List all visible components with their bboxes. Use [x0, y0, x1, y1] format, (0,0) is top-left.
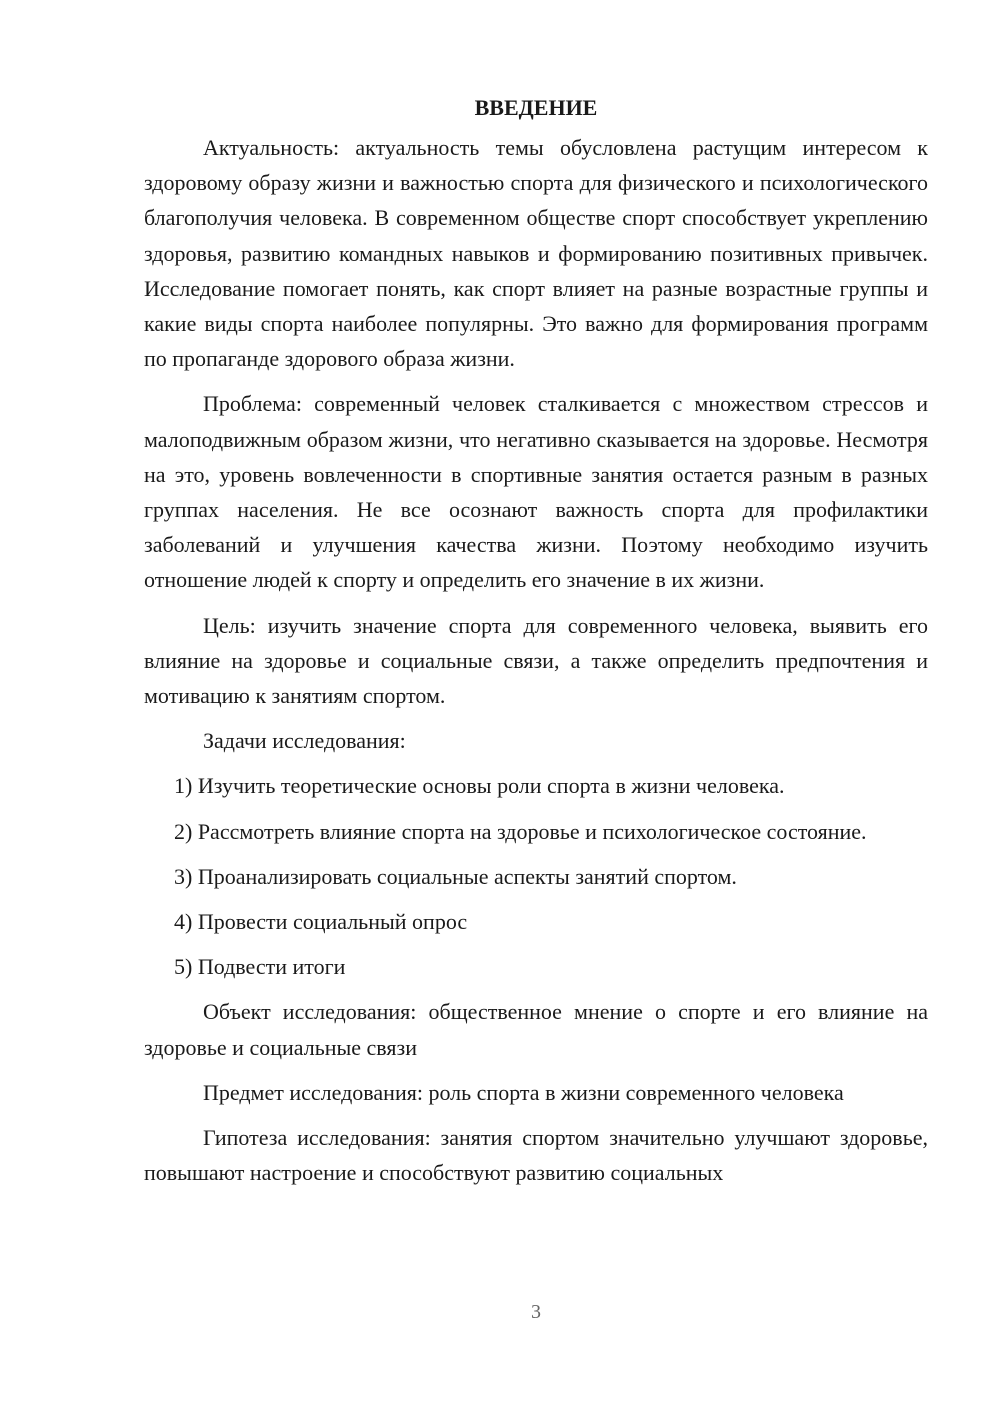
relevance-paragraph: Актуальность: актуальность темы обусловлена растущим интересом к здоровому образу жизни и важностью спорта для физического и психологического благополучия человека. В современном обществе спорт способствует укреплению здоровья, развитию командных навыков и формированию позитивных привычек. Исследование помогает понять, как спорт влияет на разные возрастные группы и какие виды спорта наиболее популярны. Это важно для формирования программ по пропаганде здорового образа жизни. — [144, 135, 928, 372]
subject-paragraph: Предмет исследования: роль спорта в жизни современного человека — [203, 1079, 844, 1105]
problem-paragraph: Проблема: современный человек сталкивается с множеством стрессов и малоподвижным образом жизни, что негативно сказывается на здоровье. Несмотря на это, уровень вовлеченности в спортивные занятия остается разным в разных группах населения. Не все осознают важность спорта для профилактики заболеваний и улучшения качества жизни. Поэтому необходимо изучить отношение людей к спорту и определить его значение в их жизни. — [144, 391, 928, 593]
task-item-3: 3) Проанализировать социальные аспекты занятий спортом. — [174, 863, 737, 889]
goal-paragraph: Цель: изучить значение спорта для современного человека, выявить его влияние на здоровье и социальные связи, а также определить предпочтения и мотивацию к занятиям спортом. — [144, 612, 928, 709]
section-title: ВВЕДЕНИЕ — [474, 95, 598, 120]
task-item-2: 2) Рассмотреть влияние спорта на здоровье и психологическое состояние. — [174, 818, 867, 844]
task-item-1: 1) Изучить теоретические основы роли спорта в жизни человека. — [174, 773, 785, 799]
object-paragraph: Объект исследования: общественное мнение о спорте и его влияние на здоровье и социальные связи — [144, 999, 928, 1060]
task-item-5: 5) Подвести итоги — [174, 954, 346, 980]
hypothesis-paragraph: Гипотеза исследования: занятия спортом значительно улучшают здоровье, повышают настроение и способствуют развитию социальных — [144, 1125, 928, 1186]
page-number: 3 — [531, 1301, 541, 1323]
document-page — [144, 90, 928, 1200]
tasks-heading: Задачи исследования: — [203, 728, 406, 754]
task-item-4: 4) Провести социальный опрос — [174, 909, 468, 935]
